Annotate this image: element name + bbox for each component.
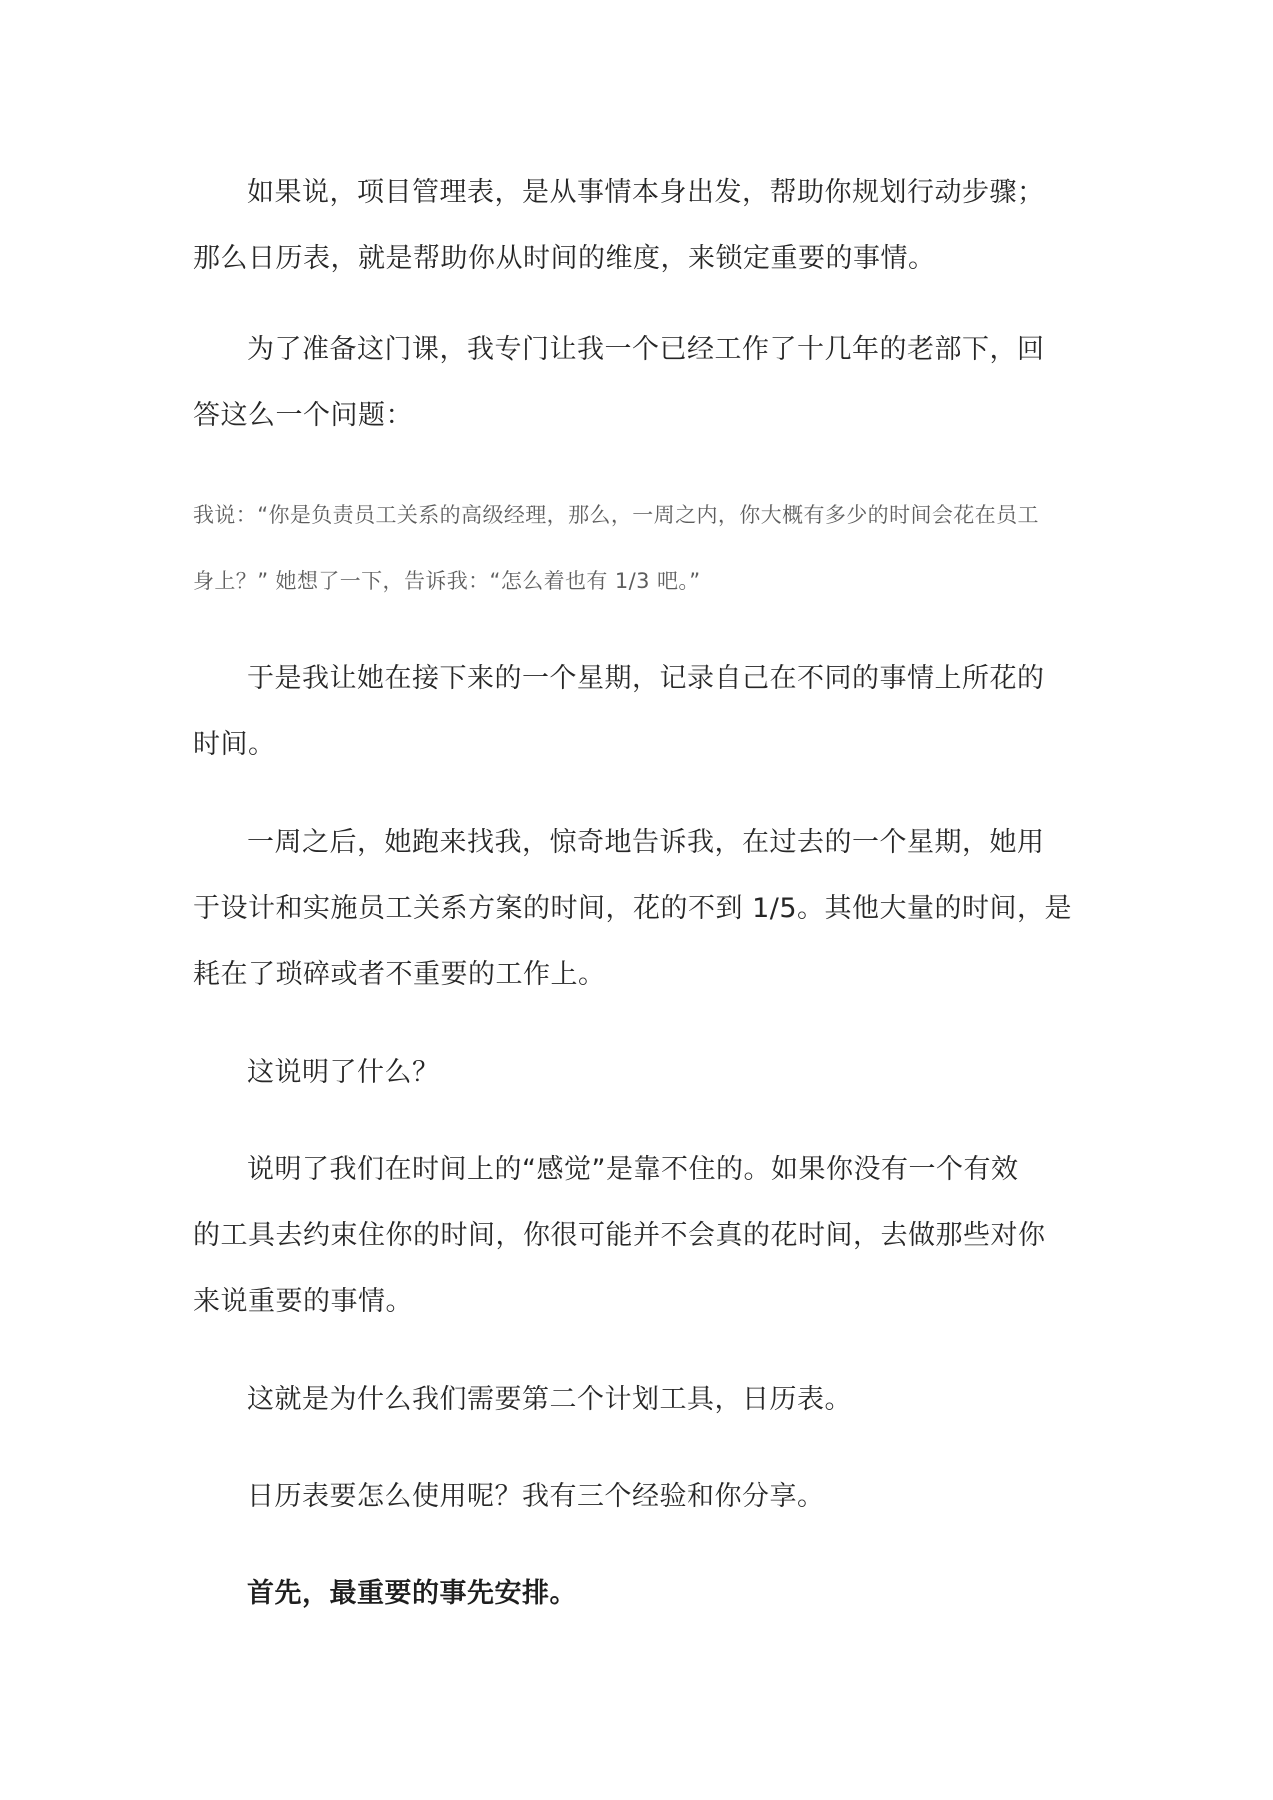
paragraph-7-line-1: 说明了我们在时间上的“感觉”是靠不住的。如果你没有一个有效 <box>247 1154 1019 1185</box>
paragraph-4-line-2: 时间。 <box>193 729 276 760</box>
paragraph-1 <box>193 160 1083 292</box>
paragraph-2 <box>193 317 1083 449</box>
paragraph-5-line-1: 一周之后，她跑来找我，惊奇地告诉我，在过去的一个星期，她用 <box>247 827 1045 858</box>
paragraph-6 <box>193 1040 1083 1106</box>
paragraph-7-line-3: 来说重要的事情。 <box>193 1286 413 1317</box>
paragraph-7-line-2: 的工具去约束住你的时间，你很可能并不会真的花时间，去做那些对你 <box>193 1220 1046 1251</box>
paragraph-5-line-2: 于设计和实施员工关系方案的时间，花的不到 1/5。其他大量的时间，是 <box>193 893 1073 924</box>
quote-paragraph <box>193 482 1093 614</box>
quote-line-2: 身上？” 她想了一下，告诉我：“怎么着也有 1/3 吧。” <box>193 569 701 593</box>
paragraph-7 <box>193 1137 1083 1335</box>
paragraph-8 <box>193 1367 1083 1433</box>
paragraph-2-line-2: 答这么一个问题： <box>193 400 413 431</box>
paragraph-2-line-1: 为了准备这门课，我专门让我一个已经工作了十几年的老部下，回 <box>247 334 1045 365</box>
paragraph-10-heading <box>193 1561 1083 1627</box>
paragraph-5-line-3: 耗在了琐碎或者不重要的工作上。 <box>193 959 606 990</box>
quote-line-1: 我说：“你是负责员工关系的高级经理，那么，一周之内，你大概有多少的时间会花在员工 <box>193 503 1039 527</box>
paragraph-9 <box>193 1464 1083 1530</box>
paragraph-4-line-1: 于是我让她在接下来的一个星期，记录自己在不同的事情上所花的 <box>247 663 1045 694</box>
paragraph-9-line-1: 日历表要怎么使用呢？我有三个经验和你分享。 <box>247 1481 825 1512</box>
paragraph-4 <box>193 646 1083 778</box>
paragraph-6-line-1: 这说明了什么？ <box>247 1057 440 1088</box>
paragraph-10-line-1: 首先，最重要的事先安排。 <box>247 1578 577 1609</box>
paragraph-1-line-1: 如果说，项目管理表，是从事情本身出发，帮助你规划行动步骤； <box>247 177 1045 208</box>
paragraph-1-line-2: 那么日历表，就是帮助你从时间的维度，来锁定重要的事情。 <box>193 243 936 274</box>
paragraph-5 <box>193 810 1083 1008</box>
paragraph-8-line-1: 这就是为什么我们需要第二个计划工具，日历表。 <box>247 1384 852 1415</box>
